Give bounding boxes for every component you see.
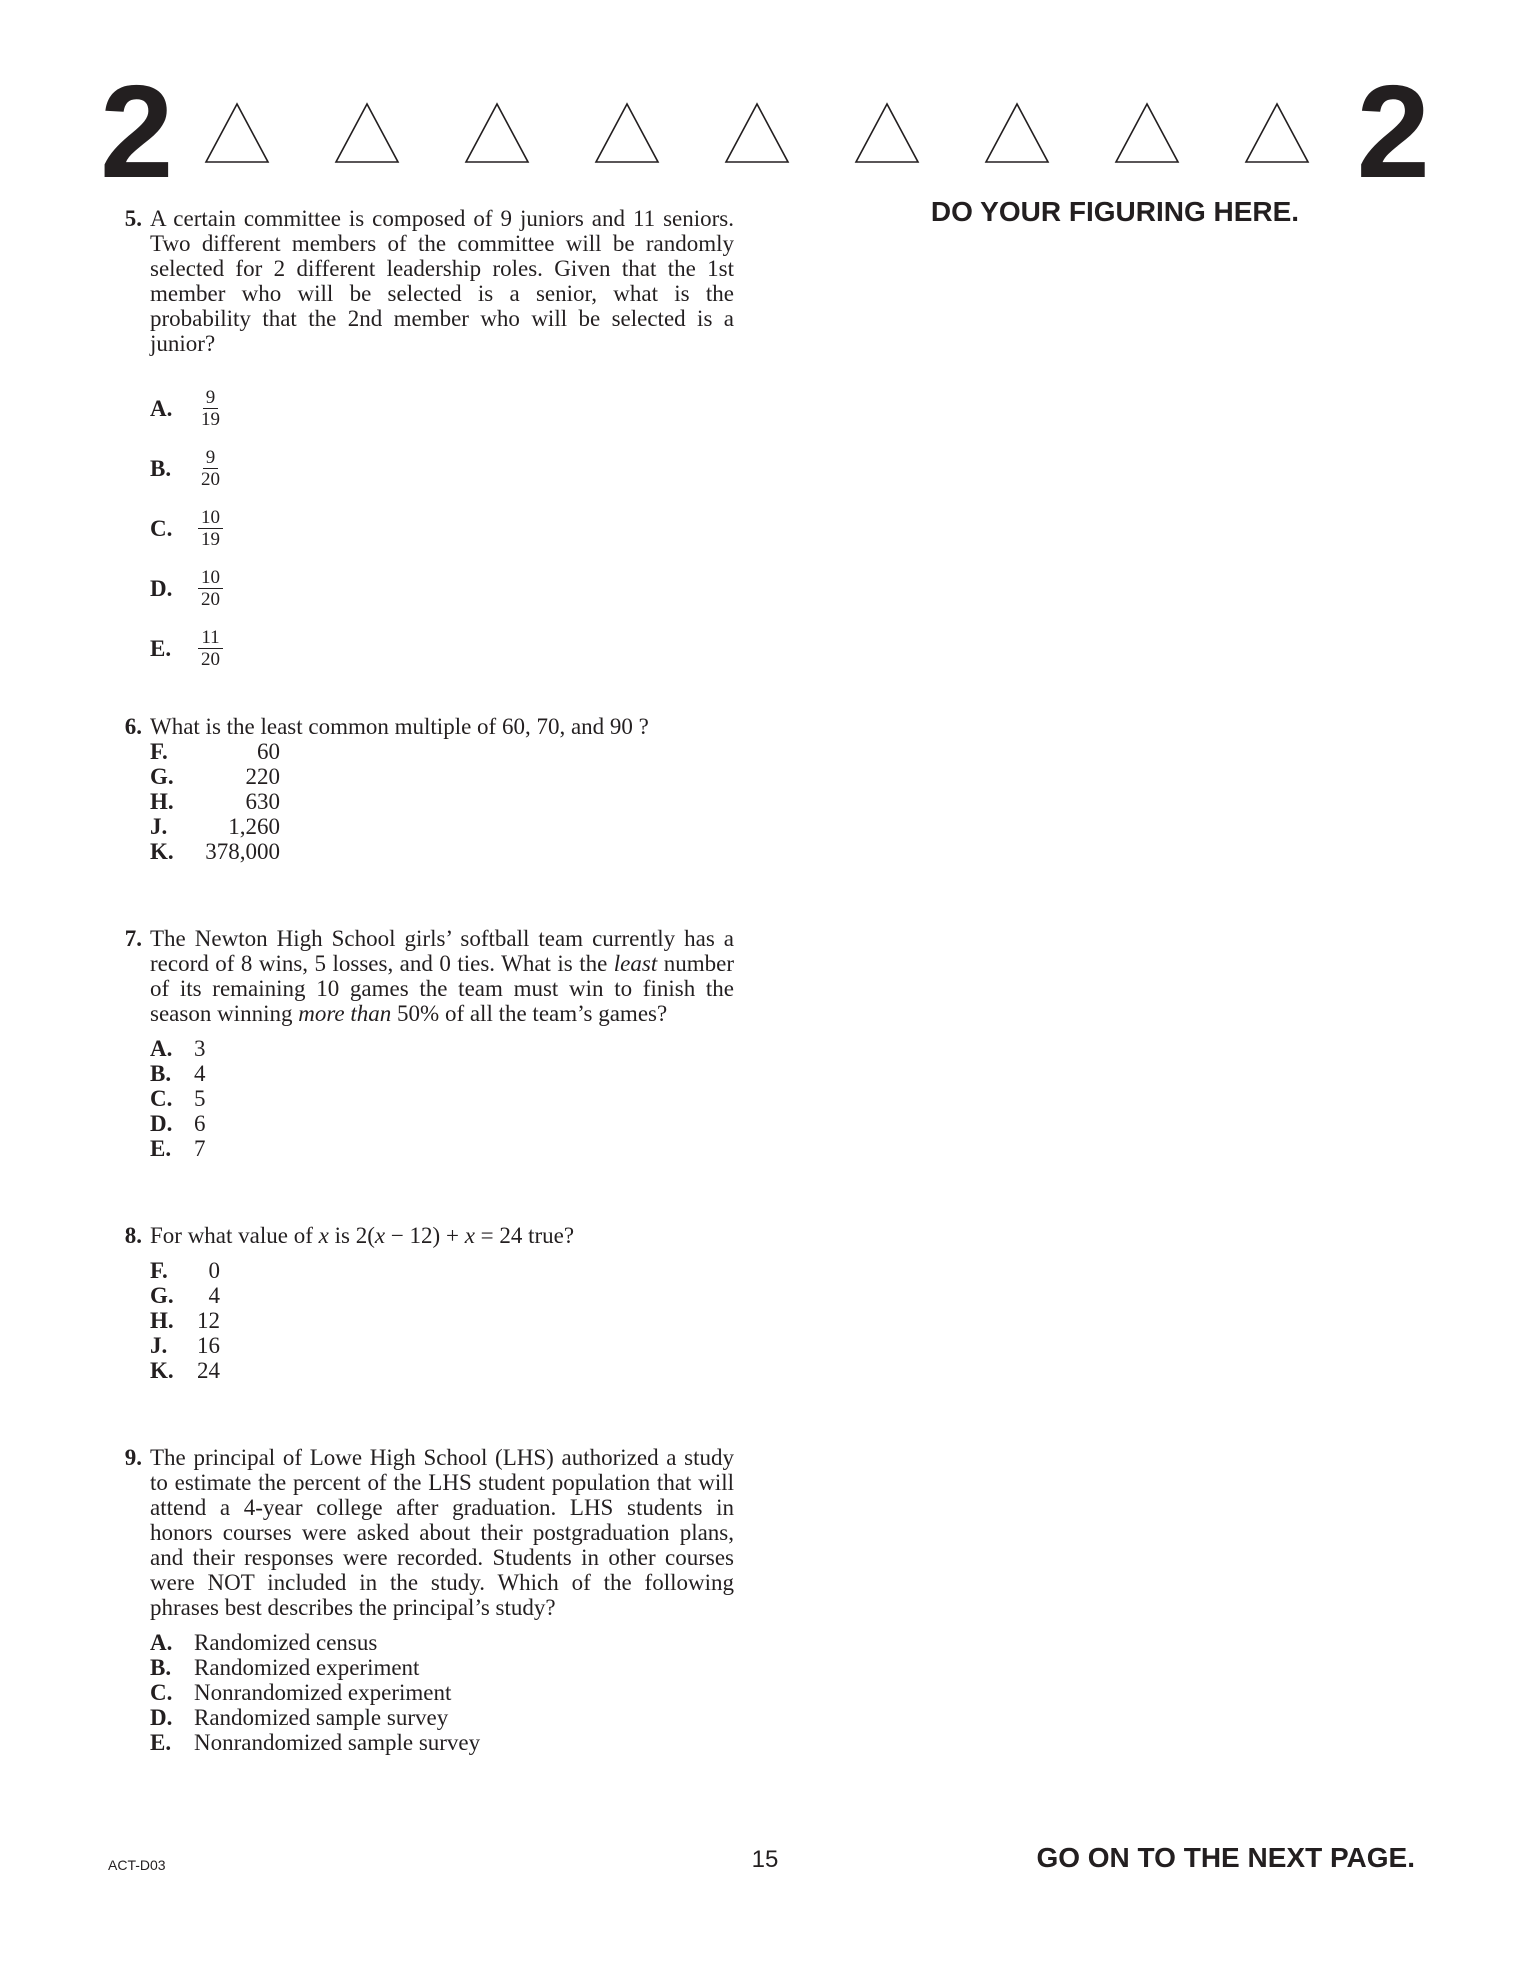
option-value: 630 [245,789,280,814]
denominator: 19 [201,528,220,550]
fraction [198,567,223,610]
option-value: 378,000 [205,839,280,864]
triangle-icon [594,102,660,164]
triangle-icon [1244,102,1310,164]
question-number: 8. [124,1223,142,1248]
answer-option-e[interactable] [150,1730,734,1755]
question-6 [112,714,734,864]
triangle-divider [204,102,1334,172]
option-letter: H. [150,1308,174,1333]
answer-option-g[interactable] [150,1283,734,1308]
option-letter: A. [150,1630,173,1655]
fraction [198,627,223,670]
triangle-icon [204,102,270,164]
option-letter: H. [150,789,174,814]
answer-option-d[interactable] [150,558,734,618]
numerator: 10 [198,567,223,589]
answer-option-d[interactable] [150,1111,734,1136]
answer-option-c[interactable] [150,1680,734,1705]
next-page-note: GO ON TO THE NEXT PAGE. [1036,1842,1415,1873]
answer-option-e[interactable] [150,1136,734,1161]
option-letter: D. [150,1705,173,1730]
numerator: 10 [198,507,223,529]
option-value: Randomized sample survey [194,1705,449,1730]
question-text: For what value of x is 2(x − 12) + x = 24 true? [150,1223,575,1248]
answer-option-d[interactable] [150,1705,734,1730]
triangle-icon [334,102,400,164]
option-letter: A. [150,395,173,421]
answer-option-j[interactable] [150,814,734,839]
question-7 [112,926,734,1161]
answer-option-j[interactable] [150,1333,734,1358]
triangle-icon [1114,102,1180,164]
option-value: 60 [257,739,280,764]
question-number: 5. [124,206,142,231]
option-letter: A. [150,1036,173,1061]
answer-option-f[interactable] [150,739,734,764]
option-letter: G. [150,1283,174,1308]
option-letter: C. [150,1086,173,1111]
option-letter: B. [150,1655,172,1680]
form-code: ACT-D03 [108,1857,166,1873]
answer-option-c[interactable] [150,1086,734,1111]
option-value: 12 [197,1308,220,1333]
option-value: 6 [194,1111,206,1136]
answer-option-k[interactable] [150,839,734,864]
answer-option-c[interactable] [150,498,734,558]
answer-option-h[interactable] [150,789,734,814]
option-letter: G. [150,764,174,789]
option-value: Randomized census [194,1630,378,1655]
triangle-icon [984,102,1050,164]
section-number-left: 2 [100,58,174,205]
answer-option-a[interactable] [150,378,734,438]
option-value: 7 [194,1136,206,1161]
option-value: 3 [194,1036,206,1061]
option-value: 220 [245,764,280,789]
answer-option-g[interactable] [150,764,734,789]
option-letter: F. [150,739,168,764]
page-number: 15 [751,1846,779,1873]
option-value: 1,260 [228,814,280,839]
question-text: The principal of Lowe High School (LHS) authorized a study to estimate the percent of the LHS student population that will attend a 4-year college after graduation. LHS students in honors courses were asked about their postgraduation plans, and their responses were recorded. Students in other courses were NOT included in the study. Which of the following phrases best describes the principal’s study? [150,1445,734,1620]
denominator: 20 [201,648,220,670]
denominator: 20 [201,468,220,490]
option-letter: E. [150,1730,172,1755]
question-number: 9. [124,1445,142,1470]
answer-option-b[interactable] [150,1061,734,1086]
question-9 [112,1445,734,1755]
option-value: 5 [194,1086,206,1111]
option-value: 24 [197,1358,220,1383]
numerator: 9 [203,387,219,409]
answer-option-f[interactable] [150,1258,734,1283]
option-letter: D. [150,1111,173,1136]
option-value: Nonrandomized sample survey [194,1730,481,1755]
answer-option-k[interactable] [150,1358,734,1383]
answer-option-b[interactable] [150,438,734,498]
answer-option-a[interactable] [150,1630,734,1655]
answer-option-e[interactable] [150,618,734,678]
numerator: 9 [203,447,219,469]
fraction [198,387,223,430]
fraction [198,507,223,550]
numerator: 11 [198,627,222,649]
triangle-icon [724,102,790,164]
triangle-icon [854,102,920,164]
answer-options [150,1630,734,1755]
option-value: Randomized experiment [194,1655,420,1680]
option-letter: F. [150,1258,168,1283]
answer-options [150,378,734,678]
question-5 [112,206,734,678]
fraction [198,447,223,490]
question-text: The Newton High School girls’ softball team currently has a record of 8 wins, 5 losses, and 0 ties. What is the least number of its remaining 10 games the team must win to finish the season winning more than 50% of all the team’s games? [150,926,734,1026]
option-letter: K. [150,1358,174,1383]
answer-options [150,1036,734,1161]
question-text: What is the least common multiple of 60, 70, and 90 ? [150,714,649,739]
option-letter: C. [150,1680,173,1705]
answer-options [150,1258,734,1383]
triangle-icon [464,102,530,164]
section-header [100,58,1430,205]
option-value: 4 [208,1283,220,1308]
answer-options [150,739,734,864]
question-text: A certain committee is composed of 9 juniors and 11 seniors. Two different members of the committee will be randomly selected for 2 different leadership roles. Given that the 1st member who will be selected is a senior, what is the probability that the 2nd member who will be selected is a junior? [150,206,734,356]
denominator: 19 [201,408,220,430]
questions-column [112,206,734,1755]
section-number-right: 2 [1356,58,1430,205]
option-letter: K. [150,839,174,864]
option-letter: C. [150,515,173,541]
option-value: 16 [197,1333,220,1358]
answer-option-b[interactable] [150,1655,734,1680]
option-letter: J. [150,1333,168,1358]
answer-option-a[interactable] [150,1036,734,1061]
question-8 [112,1223,734,1383]
question-number: 6. [124,714,142,739]
option-letter: B. [150,455,172,481]
figuring-note: DO YOUR FIGURING HERE. [930,196,1300,227]
option-letter: E. [150,1136,172,1161]
option-value: Nonrandomized experiment [194,1680,452,1705]
option-value: 4 [194,1061,206,1086]
option-letter: D. [150,575,173,601]
option-letter: J. [150,814,168,839]
option-letter: E. [150,635,172,661]
answer-option-h[interactable] [150,1308,734,1333]
question-number: 7. [124,926,142,951]
denominator: 20 [201,588,220,610]
option-letter: B. [150,1061,172,1086]
option-value: 0 [208,1258,220,1283]
